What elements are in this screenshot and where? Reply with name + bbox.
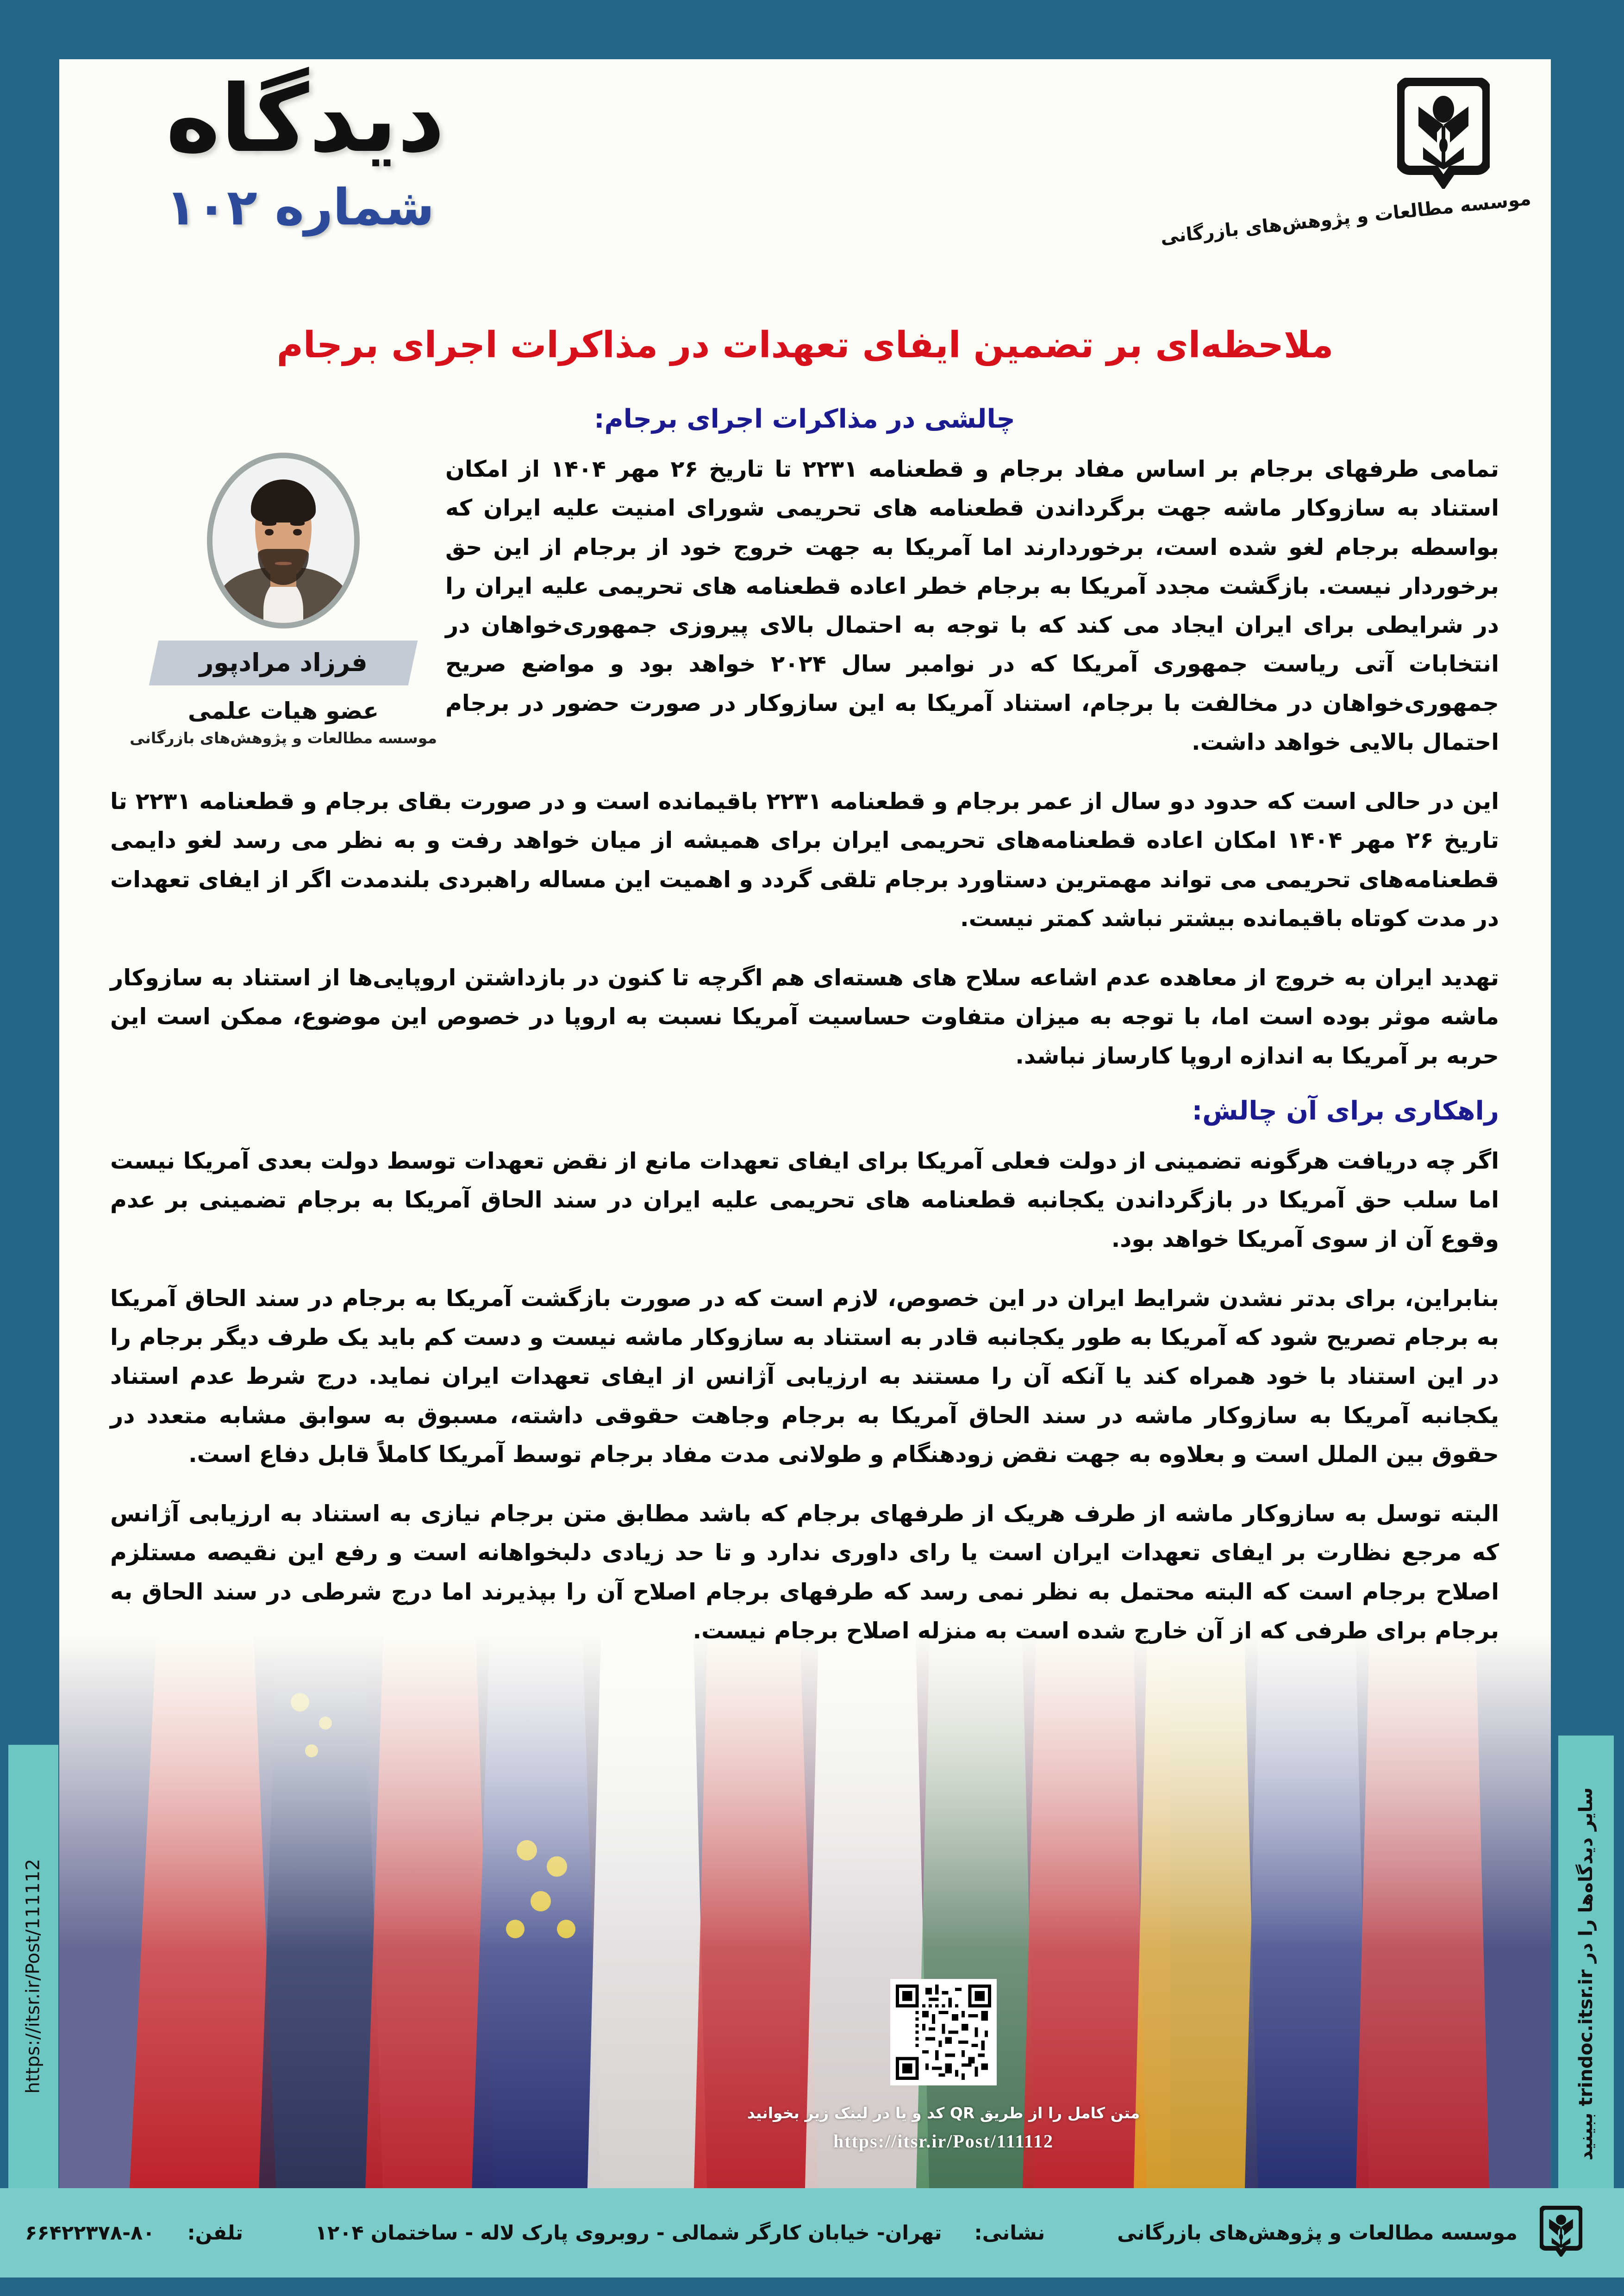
institute-logo-caption: موسسه مطالعات و پژوهش‌های بازرگانی	[1159, 188, 1532, 249]
footer-address-label: نشانی:	[974, 2221, 1045, 2245]
page-header	[59, 59, 1551, 365]
masthead-title: دیدگاه	[166, 65, 445, 173]
masthead	[166, 65, 869, 236]
qr-block	[735, 1979, 1152, 2152]
left-side-strip	[8, 1745, 58, 2208]
institute-logo-block	[1159, 78, 1532, 249]
footer-phone: ۶۶۴۲۲۳۷۸-۸۰	[25, 2221, 155, 2245]
author-organization: موسسه مطالعات و پژوهش‌های بازرگانی	[130, 729, 437, 747]
footer-phone-label: تلفن:	[187, 2221, 244, 2245]
paragraph-2: این در حالی است که حدود دو سال از عمر برجام و قطعنامه ۲۲۳۱ باقیمانده است و در صورت بقای برجام و قطعنامه ۲۲۳۱ تا تاریخ ۲۶ مهر ۱۴۰۴ امکان اعاده قطعنامه‌های تحریمی ایران برای همیشه از میان خواهد رفت و به نظر می رسد لغو دایمی قطعنامه‌های تحریمی می تواند مهمترین دستاورد برجام تلقی گردد و اهمیت این مساله راهبردی بلندمدت اگر از ایفای تعهدات در مدت کوتاه باقیمانده بیشتر نباشد کمتر نیست.	[110, 788, 1499, 932]
masthead-issue-number: شماره ۱۰۲	[166, 179, 435, 236]
article-body	[110, 404, 1499, 1671]
qr-code-icon[interactable]	[890, 1979, 997, 2085]
left-side-url[interactable]: https://itsr.ir/Post/111112	[23, 1859, 44, 2094]
institute-book-emblem-icon	[1540, 2206, 1582, 2260]
frame-top-border	[0, 0, 1624, 59]
author-name-badge	[149, 641, 418, 685]
paragraph-5: بنابراین، برای بدتر نشدن شرایط ایران در این خصوص، لازم است که در صورت بازگشت آمریکا به برجام در سند الحاق آمریکا به برجام تصریح شود که آمریکا به طور یکجانبه قادر به استناد به سازوکار ماشه نیست و دست کم باید یک طرف دیگر برجام را در این استناد با خود همراه کند یا آنکه آن را مستند به ارزیابی آژانس از ایفای تعهدات ایران نماید. درج شرط عدم استناد یکجانبه آمریکا به سازوکار ماشه در سند الحاق آمریکا به برجام وجاهت حقوقی داشته، مسبوق به سوابق مشابه متعدد در حقوق بین الملل است و بعلاوه به جهت نقض زودهنگام و طولانی مدت مفاد برجام توسط آمریکا کاملاً قابل دفاع است.	[110, 1285, 1499, 1468]
footer-org: موسسه مطالعات و پژوهش‌های بازرگانی	[1117, 2221, 1518, 2245]
footer-bar	[0, 2188, 1624, 2277]
qr-url-link[interactable]: https://itsr.ir/Post/111112	[833, 2131, 1054, 2152]
section-heading-challenge: چالشی در مذاکرات اجرای برجام:	[594, 404, 1015, 434]
right-side-note[interactable]: سایر دیدگاه‌ها را در trindoc.itsr.ir ببینید	[1575, 1787, 1597, 2161]
paragraph-4: اگر چه دریافت هرگونه تضمینی از دولت فعلی آمریکا برای ایفای تعهدات مانع از نقض تعهدات توسط دولت بعدی آمریکا نیست اما سلب حق آمریکا در بازگرداندن یکجانبه قطعنامه های تحریمی علیه ایران در سند الحاق آمریکا به برجام تضمینی بر عدم وقوع آن از سوی آمریکا خواهد بود.	[110, 1147, 1499, 1252]
page-canvas	[59, 59, 1551, 2207]
right-side-strip	[1558, 1736, 1614, 2212]
author-portrait	[207, 453, 360, 628]
article-title: ملاحظه‌ای بر تضمین ایفای تعهدات در مذاکرات اجرای برجام	[276, 324, 1334, 366]
qr-caption: متن کامل را از طریق QR کد و یا در لینک زیر بخوانید	[747, 2104, 1140, 2122]
author-card	[121, 453, 445, 747]
frame-bottom-border	[0, 2277, 1624, 2296]
footer-address: تهران- خیابان کارگر شمالی - روبروی پارک لاله - ساختمان ۱۲۰۴	[315, 2221, 942, 2245]
paragraph-6: البته توسل به سازوکار ماشه از طرف هریک از طرفهای برجام که باشد مطابق متن برجام نیازی به استناد به ارزیابی آژانس که مرجع نظارت بر ایفای تعهدات ایران است یا رای داوری ندارد و تا حد زیادی دلبخواهانه است و رفع این نقیصه مستلزم اصلاح برجام است که البته محتمل به نظر نمی رسد که طرفهای برجام اصلاح آن را بپذیرند اما درج شرطی در سند الحاق به برجام برای طرفی که از آن خارج شده است به منزله اصلاح برجام نیست.	[110, 1500, 1499, 1644]
paragraph-3: تهدید ایران به خروج از معاهده عدم اشاعه سلاح های هسته‌ای هم اگرچه تا کنون در بازداشتن اروپایی‌ها از استناد به سازوکار ماشه موثر بوده است اما، با توجه به میزان متفاوت حساسیت آمریکا نسبت به اروپا در خصوص این موضوع، ممکن است این حربه بر آمریکا به اندازه اروپا کارساز نباشد.	[110, 964, 1499, 1069]
paragraph-1: تمامی طرفهای برجام بر اساس مفاد برجام و قطعنامه ۲۲۳۱ تا تاریخ ۲۶ مهر ۱۴۰۴ از امکان استناد به سازوکار ماشه جهت برگرداندن قطعنامه های تحریمی شورای امنیت علیه ایران که بواسطه برجام لغو شده است، برخوردارند اما آمریکا به جهت خروج خود از برجام از این حق برخوردار نیست. بازگشت مجدد آمریکا به برجام خطر اعاده قطعنامه های تحریمی علیه ایران را در شرایطی برای ایران ایجاد می کند که با توجه به احتمال بالای پیروزی جمهوری‌خواهان در انتخابات آتی ریاست جمهوری آمریکا که در نوامبر سال ۲۰۲۴ خواهد بود و مواضع صریح جمهوری‌خواهان در مخالفت با برجام، استناد آمریکا به این سازوکار در صورت حضور در برجام احتمال بالایی خواهد داشت.	[445, 456, 1499, 755]
footer-contact-line	[25, 2221, 1518, 2245]
institute-book-emblem-icon	[1397, 78, 1490, 189]
section-heading-solution: راهکاری برای آن چالش:	[1192, 1095, 1499, 1126]
author-role: عضو هیات علمی	[187, 697, 379, 724]
author-name-text: فرزاد مرادپور	[199, 648, 368, 677]
